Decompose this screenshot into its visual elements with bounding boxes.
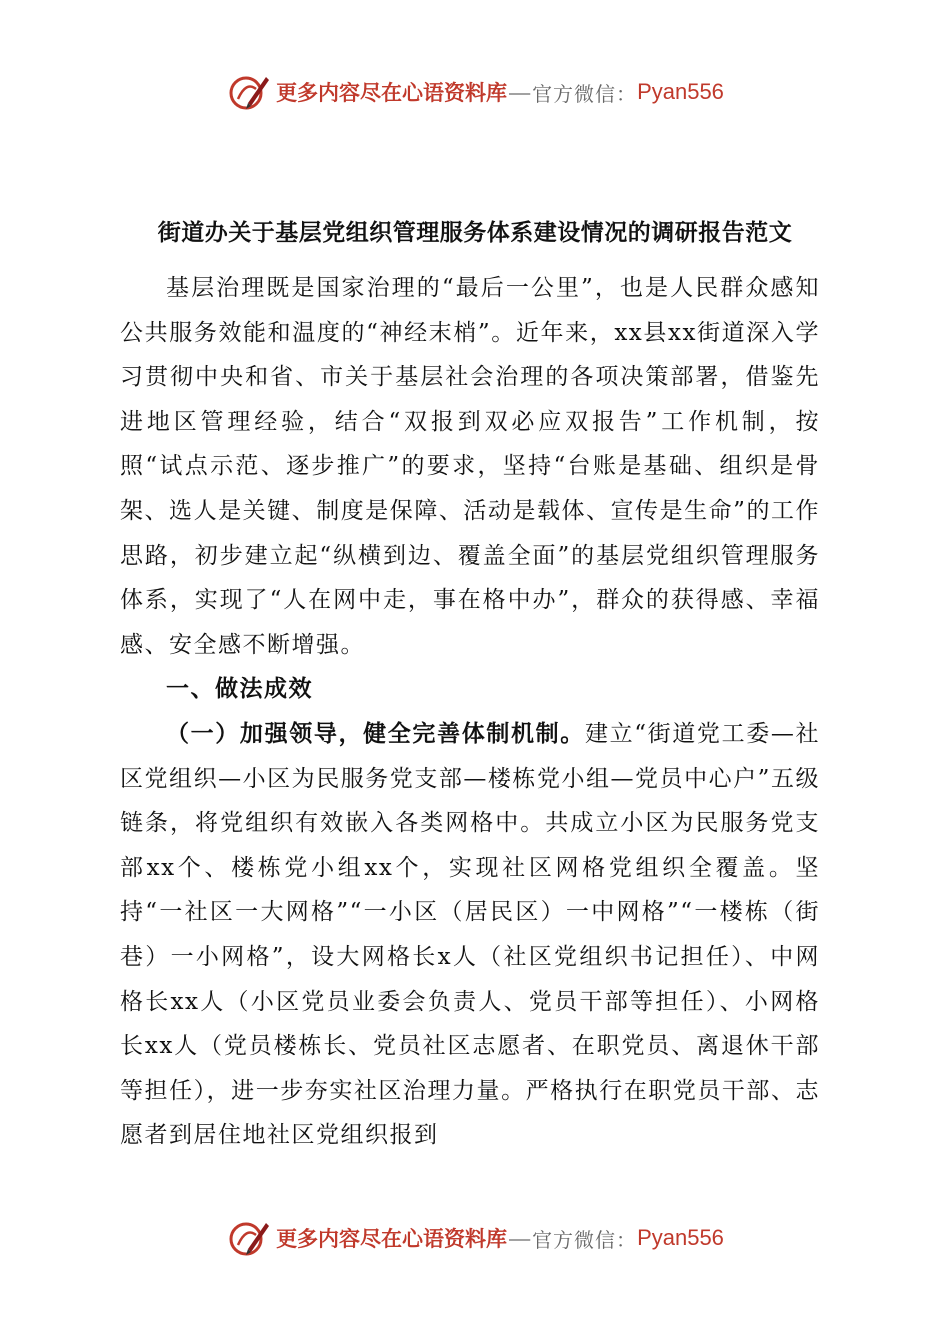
subsection-paragraph — [120, 712, 820, 1158]
banner-separator: — — [509, 79, 531, 104]
banner-wechat-label: 官方微信： — [532, 1227, 638, 1252]
pen-logo-icon — [226, 69, 272, 115]
banner-wechat-id: Pyan556 — [637, 1225, 724, 1250]
banner-slogan: 更多内容尽在心语资料库 — [276, 80, 508, 105]
subsection-heading: （一）加强领导，健全完善体制机制。 — [166, 720, 585, 747]
pen-logo-icon — [226, 1215, 272, 1261]
subsection-text: 建立“街道党工委—社区党组织—小区为民服务党支部—楼栋党小组—党员中心户”五级链条，将党组织有效嵌入各类网格中。共成立小区为民服务党支部xx个、楼栋党小组xx个，实现社区网格党组织全覆盖。坚持“一社区一大网格”“一小区（居民区）一中网格”“一楼栋（街巷）一小网格”，设大网格长x人（社区党组织书记担任）、中网格长xx人（小区党员业委会负责人、党员干部等担任）、小网格长xx人（党员楼栋长、党员社区志愿者、在职党员、离退休干部等担任），进一步夯实社区治理力量。严格执行在职党员干部、志愿者到居住地社区党组织报到 — [120, 720, 821, 1149]
banner-wechat-id: Pyan556 — [637, 79, 724, 104]
intro-paragraph: 基层治理既是国家治理的“最后一公里”，也是人民群众感知公共服务效能和温度的“神经末梢”。近年来，xx县xx街道深入学习贯彻中央和省、市关于基层社会治理的各项决策部署，借鉴先进地区管理经验，结合“双报到双必应双报告”工作机制，按照“试点示范、逐步推广”的要求，坚持“台账是基础、组织是骨架、选人是关键、制度是保障、活动是载体、宣传是生命”的工作思路，初步建立起“纵横到边、覆盖全面”的基层党组织管理服务体系，实现了“人在网中走，事在格中办”，群众的获得感、幸福感、安全感不断增强。 — [120, 275, 820, 658]
section-heading: 一、做法成效 — [166, 676, 313, 703]
footer-banner — [0, 1212, 950, 1264]
header-banner — [0, 66, 950, 118]
banner-slogan: 更多内容尽在心语资料库 — [276, 1226, 508, 1251]
banner-separator: — — [509, 1225, 531, 1250]
banner-wechat-label: 官方微信： — [532, 81, 638, 106]
document-body — [120, 266, 820, 1158]
document-title: 街道办关于基层党组织管理服务体系建设情况的调研报告范文 — [157, 220, 793, 246]
